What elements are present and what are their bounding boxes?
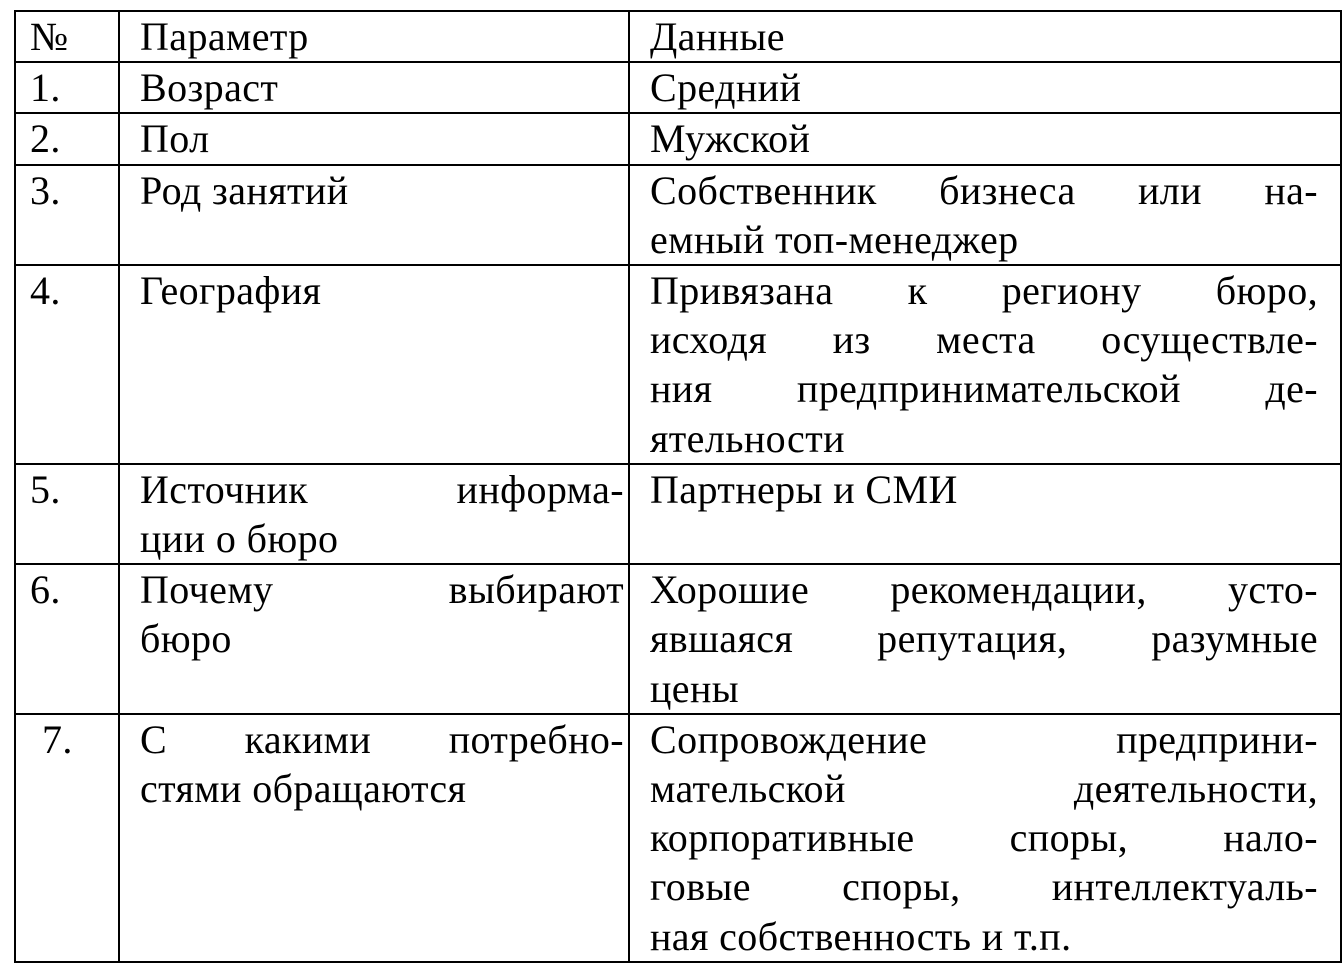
parameter-line: География bbox=[140, 268, 322, 314]
header-data: Данные bbox=[629, 11, 1341, 62]
row-parameter bbox=[119, 564, 629, 714]
data-line: Средний bbox=[650, 65, 802, 111]
row-parameter bbox=[119, 714, 629, 962]
data-line: Собственник бизнеса или на- bbox=[650, 167, 1318, 213]
row-number: 6. bbox=[15, 564, 119, 714]
data-line: емный топ-менеджер bbox=[650, 216, 1019, 262]
table-row bbox=[15, 265, 1341, 464]
row-number: 1. bbox=[15, 62, 119, 113]
row-parameter bbox=[119, 265, 629, 464]
row-number: 2. bbox=[15, 113, 119, 164]
header-parameter: Параметр bbox=[119, 11, 629, 62]
data-line: явшаяся репутация, разумные bbox=[650, 616, 1318, 662]
row-number: 7. bbox=[15, 714, 119, 962]
row-data bbox=[629, 564, 1341, 714]
parameter-line: ции о бюро bbox=[140, 516, 339, 562]
table-row bbox=[15, 165, 1341, 265]
data-line: цены bbox=[650, 665, 740, 711]
parameters-table bbox=[14, 10, 1342, 963]
data-line: ная собственность и т.п. bbox=[650, 913, 1072, 959]
row-parameter bbox=[119, 62, 629, 113]
data-line: мательской деятельности, bbox=[650, 766, 1318, 812]
data-line: Партнеры и СМИ bbox=[650, 466, 958, 512]
parameter-line: Почему выбирают bbox=[140, 567, 624, 613]
table-row bbox=[15, 62, 1341, 113]
table-row bbox=[15, 714, 1341, 962]
parameter-line: бюро bbox=[140, 616, 232, 662]
parameter-line: С какими потребно- bbox=[140, 716, 624, 762]
row-number: 4. bbox=[15, 265, 119, 464]
data-line: ятельности bbox=[650, 415, 845, 461]
data-line: говые споры, интеллектуаль- bbox=[650, 864, 1318, 910]
parameter-line: Род занятий bbox=[140, 167, 349, 213]
row-parameter bbox=[119, 165, 629, 265]
row-parameter bbox=[119, 464, 629, 564]
data-line: Хорошие рекомендации, усто- bbox=[650, 567, 1318, 613]
row-data bbox=[629, 62, 1341, 113]
row-data bbox=[629, 464, 1341, 564]
row-data bbox=[629, 714, 1341, 962]
row-data bbox=[629, 165, 1341, 265]
table-row bbox=[15, 464, 1341, 564]
data-line: Сопровождение предприни- bbox=[650, 716, 1318, 762]
row-data bbox=[629, 113, 1341, 164]
data-line: Мужской bbox=[650, 116, 811, 162]
data-line: корпоративные споры, нало- bbox=[650, 815, 1318, 861]
row-parameter bbox=[119, 113, 629, 164]
row-number: 5. bbox=[15, 464, 119, 564]
table-header-row bbox=[15, 11, 1341, 62]
parameter-line: Возраст bbox=[140, 65, 279, 111]
table-row bbox=[15, 113, 1341, 164]
data-line: Привязана к региону бюро, bbox=[650, 268, 1318, 314]
header-number: № bbox=[15, 11, 119, 62]
row-data bbox=[629, 265, 1341, 464]
parameter-line: стями обращаются bbox=[140, 766, 467, 812]
parameter-line: Источник информа- bbox=[140, 466, 624, 512]
parameter-line: Пол bbox=[140, 116, 210, 162]
data-line: ния предпринимательской де- bbox=[650, 366, 1318, 412]
row-number: 3. bbox=[15, 165, 119, 265]
data-line: исходя из места осуществле- bbox=[650, 317, 1318, 363]
table-row bbox=[15, 564, 1341, 714]
